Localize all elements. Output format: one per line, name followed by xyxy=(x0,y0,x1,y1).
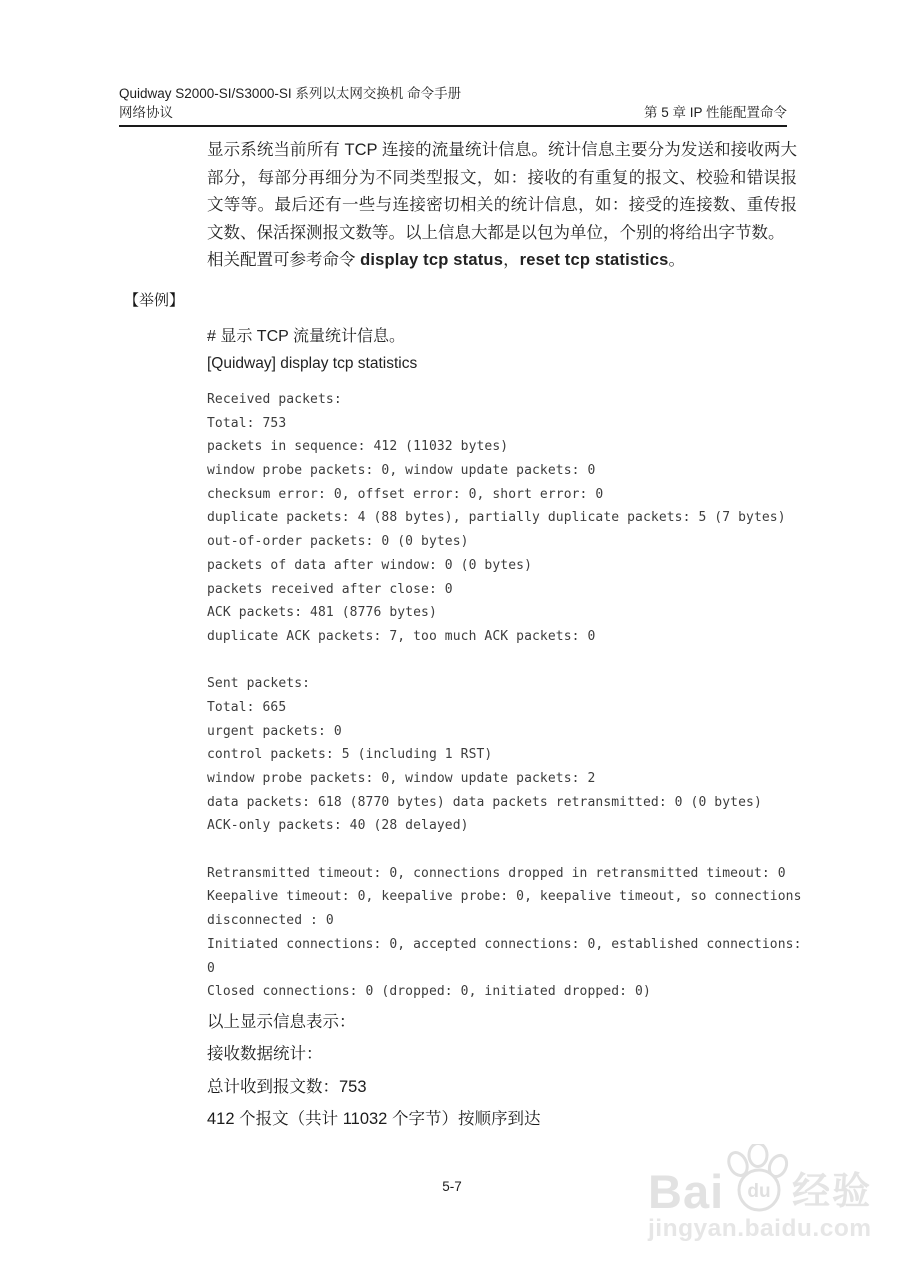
example-section-label: 【举例】 xyxy=(124,292,185,309)
received-packets-block xyxy=(207,388,807,649)
output-line: Total: 753 xyxy=(207,415,287,431)
cli-command-line: [Quidway] display tcp statistics xyxy=(207,355,418,372)
output-line: window probe packets: 0, window update packets: 2 xyxy=(207,771,596,786)
example-caption: # 显示 TCP 流量统计信息。 xyxy=(207,328,405,345)
tcp-statistics-output xyxy=(207,388,807,1028)
watermark-brand-cn: 经验 xyxy=(792,1171,873,1213)
related-config-prefix: 相关配置可参考命令 xyxy=(207,251,361,269)
watermark-url: jingyan.baidu.com xyxy=(648,1215,872,1242)
page-number: 5-7 xyxy=(442,1179,462,1194)
related-config-paragraph xyxy=(207,248,797,272)
sent-packets-block xyxy=(207,672,807,838)
output-line: window probe packets: 0, window update packets: 0 xyxy=(207,463,596,479)
output-line: control packets: 5 (including 1 RST) xyxy=(207,747,493,763)
output-line: Closed connections: 0 (dropped: 0, initiated dropped: 0) xyxy=(207,984,651,1000)
manual-title: Quidway S2000-SI/S3000-SI 系列以太网交换机 命令手册 xyxy=(119,86,462,101)
output-line: Keepalive timeout: 0, keepalive probe: 0, keepalive timeout, so connections xyxy=(207,889,802,905)
explanation-line: 412 个报文（共计 11032 个字节）按顺序到达 xyxy=(207,1109,541,1128)
command-display-tcp-status: display tcp status xyxy=(360,251,504,269)
output-line: ACK packets: 481 (8776 bytes) xyxy=(207,605,437,621)
intro-paragraph: 显示系统当前所有 TCP 连接的流量统计信息。统计信息主要分为发送和接收两大部分，每部分再细分为不同类型报文，如：接收的有重复的报文、校验和错误报文等等。最后还有一些与连接密切相关的统计信息，如：接受的连接数、重传报文数、保活探测报文数等。以上信息大都是以包为单位，个别的将给出字节数。 xyxy=(207,141,797,242)
header-second-line xyxy=(119,103,787,122)
output-line: packets of data after window: 0 (0 bytes) xyxy=(207,557,532,573)
output-line: packets received after close: 0 xyxy=(207,581,453,597)
page-header xyxy=(119,84,787,127)
output-line: duplicate ACK packets: 7, too much ACK packets: 0 xyxy=(207,628,596,644)
related-config-suffix: 。 xyxy=(668,251,685,269)
output-line: duplicate packets: 4 (88 bytes), partially duplicate packets: 5 (7 bytes) xyxy=(207,510,786,526)
output-explanation-block xyxy=(207,1006,797,1135)
header-chapter-label: 第 5 章 IP 性能配置命令 xyxy=(643,105,787,120)
output-line: data packets: 618 (8770 bytes) data packets retransmitted: 0 (0 bytes) xyxy=(207,794,762,810)
output-line: out-of-order packets: 0 (0 bytes) xyxy=(207,534,469,550)
output-line: checksum error: 0, offset error: 0, short error: 0 xyxy=(207,486,604,502)
explanation-line: 总计收到报文数：753 xyxy=(207,1077,367,1096)
output-line: Retransmitted timeout: 0, connections dropped in retransmitted timeout: 0 xyxy=(207,865,786,881)
baidu-jingyan-watermark xyxy=(648,1144,894,1243)
command-reset-tcp-statistics: reset tcp statistics xyxy=(519,251,669,269)
output-line: Received packets: xyxy=(207,392,342,407)
output-line: urgent packets: 0 xyxy=(207,723,342,739)
output-line: packets in sequence: 412 (11032 bytes) xyxy=(207,439,509,455)
output-line: 0 xyxy=(207,960,215,976)
explanation-line: 接收数据统计： xyxy=(207,1045,323,1064)
watermark-brand-text: Bai xyxy=(648,1165,725,1218)
related-config-separator: ， xyxy=(503,251,520,269)
connection-statistics-block xyxy=(207,862,807,1004)
header-section-label: 网络协议 xyxy=(119,105,173,120)
output-line: Total: 665 xyxy=(207,699,287,715)
output-line: disconnected : 0 xyxy=(207,913,334,929)
output-line: ACK-only packets: 40 (28 delayed) xyxy=(207,818,469,834)
baidu-paw-icon xyxy=(724,1144,790,1212)
watermark-du-text: du xyxy=(747,1181,771,1202)
output-line: Sent packets: xyxy=(207,676,311,692)
watermark-brand-row xyxy=(648,1144,894,1218)
output-line: Initiated connections: 0, accepted connections: 0, established connections: xyxy=(207,936,802,952)
explanation-line: 以上显示信息表示： xyxy=(207,1013,356,1031)
